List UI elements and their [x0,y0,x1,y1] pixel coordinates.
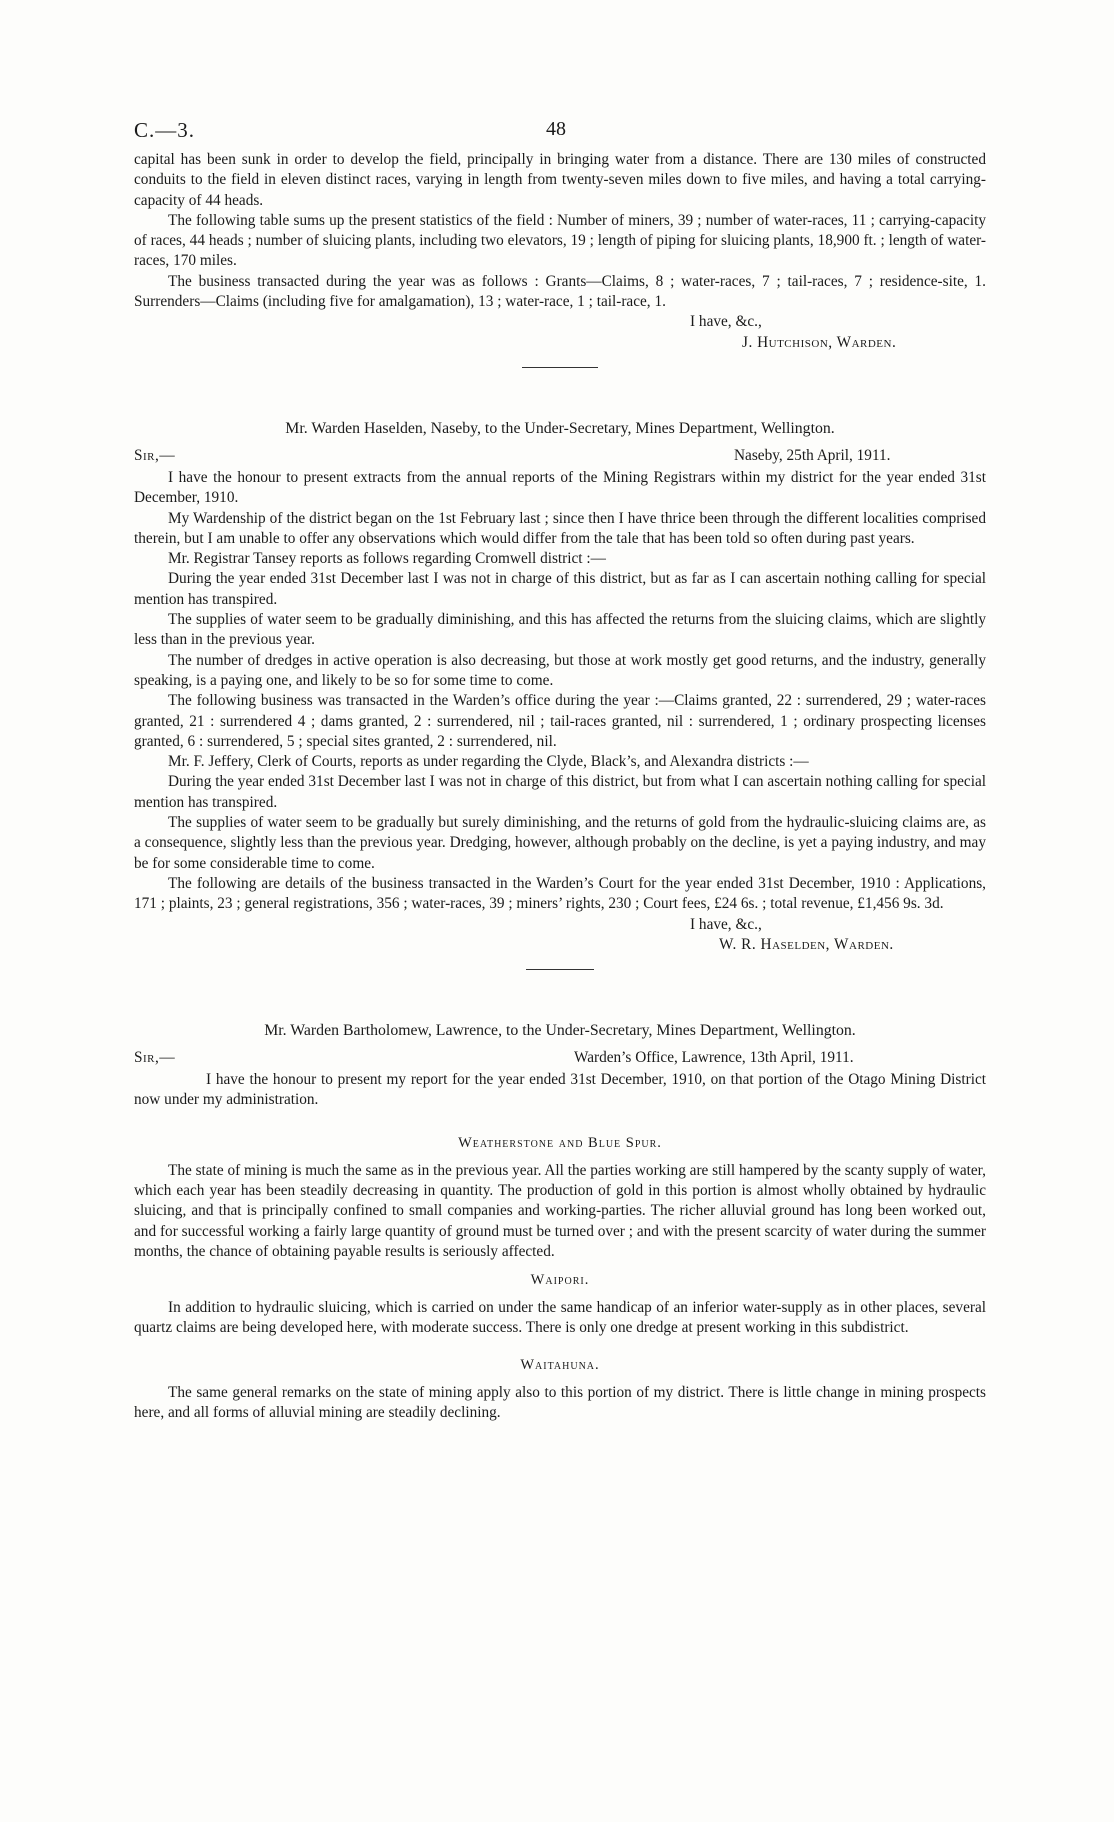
salutation: Sir,— [134,446,176,464]
paragraph: Mr. Registrar Tansey reports as follows regarding Cromwell district :— [168,550,606,568]
paragraph: The same general remarks on the state of mining apply also to this portion of my district. There is little change in mining prospects here, and all forms of alluvial mining are steadily declining. [134,1383,986,1422]
haselden-report [134,418,986,955]
paragraph: I have the honour to present my report for the year ended 31st December, 1910, on that portion of the Otago Mining District now under my administration. [134,1071,986,1109]
closing: I have, &c., [690,915,762,933]
paragraph: My Wardenship of the district began on the 1st February last ; since then I have thrice been through the different localities comprised therein, but I am unable to offer any observations which would differ from the tale that has been told so often during past years. [134,509,986,547]
section-heading: Waipori. [530,1272,590,1289]
page-header [134,118,986,150]
salutation-line [134,447,986,468]
paragraph: The following are details of the business transacted in the Warden’s Court for the year ended 31st December, 1910 : Applications, 171 ; plaints, 23 ; general registrations, 356 ; water-races, 39 ; miners’ rights, 230 ; Court fees, £24 6s. ; total revenue, £1,456 9s. 3d. [134,874,986,913]
section-heading: Weatherstone and Blue Spur. [458,1134,662,1151]
paragraph: The state of mining is much the same as in the previous year. All the parties working are still hampered by the scanty supply of water, which each year has been steadily decreasing in quantity. The production of gold in this portion is almost wholly obtained by hydraulic sluicing, and that is principally confined to small companies and working-parties. The richer alluvial ground has long been worked out, and for successful working a fairly large quantity of ground must be turned over ; and with the present scarcity of water during the summer months, the chance of obtaining payable results is seriously affected. [134,1161,986,1260]
closing: I have, &c., [690,313,762,331]
paragraph: The business transacted during the year was as follows : Grants—Claims, 8 ; water-races, 7 ; tail-races, 7 ; residence-site, 1. Surrenders—Claims (including five for amalgamation), 13 ; water-race, 1 ; tail-race, 1. [134,272,986,311]
document-reference: C.—3. [134,118,196,142]
salutation: Sir,— [134,1049,176,1067]
section-heading: Waitahuna. [520,1356,600,1373]
signature: J. Hutchison, Warden. [742,333,897,351]
salutation-line [134,1049,986,1070]
paragraph: The following business was transacted in the Warden’s office during the year :—Claims granted, 22 : surrendered, 29 ; water-races granted, 21 : surrendered 4 ; dams granted, 2 : surrendered, nil ; tail-races granted, nil : surrendered, 1 ; ordinary prospecting licenses granted, 6 : surrendered, 5 ; special sites granted, 2 : surrendered, nil. [134,692,986,750]
place-date: Naseby, 25th April, 1911. [734,446,891,464]
paragraph: During the year ended 31st December last I was not in charge of this district, but from what I can ascertain nothing calling for special mention has transpired. [134,773,986,811]
signature-block [134,915,986,956]
paragraph: During the year ended 31st December last I was not in charge of this district, but as far as I can ascertain nothing calling for special mention has transpired. [134,570,986,608]
paragraph: The supplies of water seem to be gradually diminishing, and this has affected the returns from the sluicing claims, which are slightly less than in the previous year. [134,611,986,649]
letter-address: Mr. Warden Haselden, Naseby, to the Under-Secretary, Mines Department, Wellington. [285,419,835,437]
signature: W. R. Haselden, Warden. [719,935,894,953]
document-page [134,118,986,1423]
paragraph: The following table sums up the present statistics of the field : Number of miners, 39 ; number of water-races, 11 ; carrying-capacity of races, 44 heads ; number of sluicing plants, including two elevators, 19 ; length of piping for sluicing plants, 18,900 ft. ; length of water-races, 170 miles. [134,211,986,270]
hutchison-report [134,150,986,353]
bartholomew-report [134,1020,986,1423]
paragraph: Mr. F. Jeffery, Clerk of Courts, reports as under regarding the Clyde, Black’s, and Alexandra districts :— [168,753,809,771]
signature-block [134,312,986,353]
place-date: Warden’s Office, Lawrence, 13th April, 1911. [574,1049,854,1067]
paragraph: In addition to hydraulic sluicing, which is carried on under the same handicap of an inferior water-supply as in other places, several quartz claims are being developed here, with moderate success. There is only one dredge at present working in this subdistrict. [134,1299,986,1337]
section-divider [526,969,594,970]
section-divider [522,367,598,368]
letter-address: Mr. Warden Bartholomew, Lawrence, to the Under-Secretary, Mines Department, Wellington. [264,1022,856,1040]
paragraph: The number of dredges in active operation is also decreasing, but those at work mostly get good returns, and the industry, generally speaking, is a paying one, and likely to be so for some time to come. [134,651,986,689]
paragraph: I have the honour to present extracts from the annual reports of the Mining Registrars within my district for the year ended 31st December, 1910. [134,468,986,507]
page-number: 48 [546,118,566,140]
paragraph: The supplies of water seem to be gradually but surely diminishing, and the returns of gold from the hydraulic-sluicing claims are, as a consequence, slightly less than the previous year. Dredging, however, although probably on the decline, is yet a paying industry, and may be for some considerable time to come. [134,814,986,872]
paragraph: capital has been sunk in order to develop the field, principally in bringing water from a distance. There are 130 miles of constructed conduits to the field in eleven distinct races, varying in length from twenty-seven miles down to five miles, and having a total carrying-capacity of 44 heads. [134,151,986,209]
